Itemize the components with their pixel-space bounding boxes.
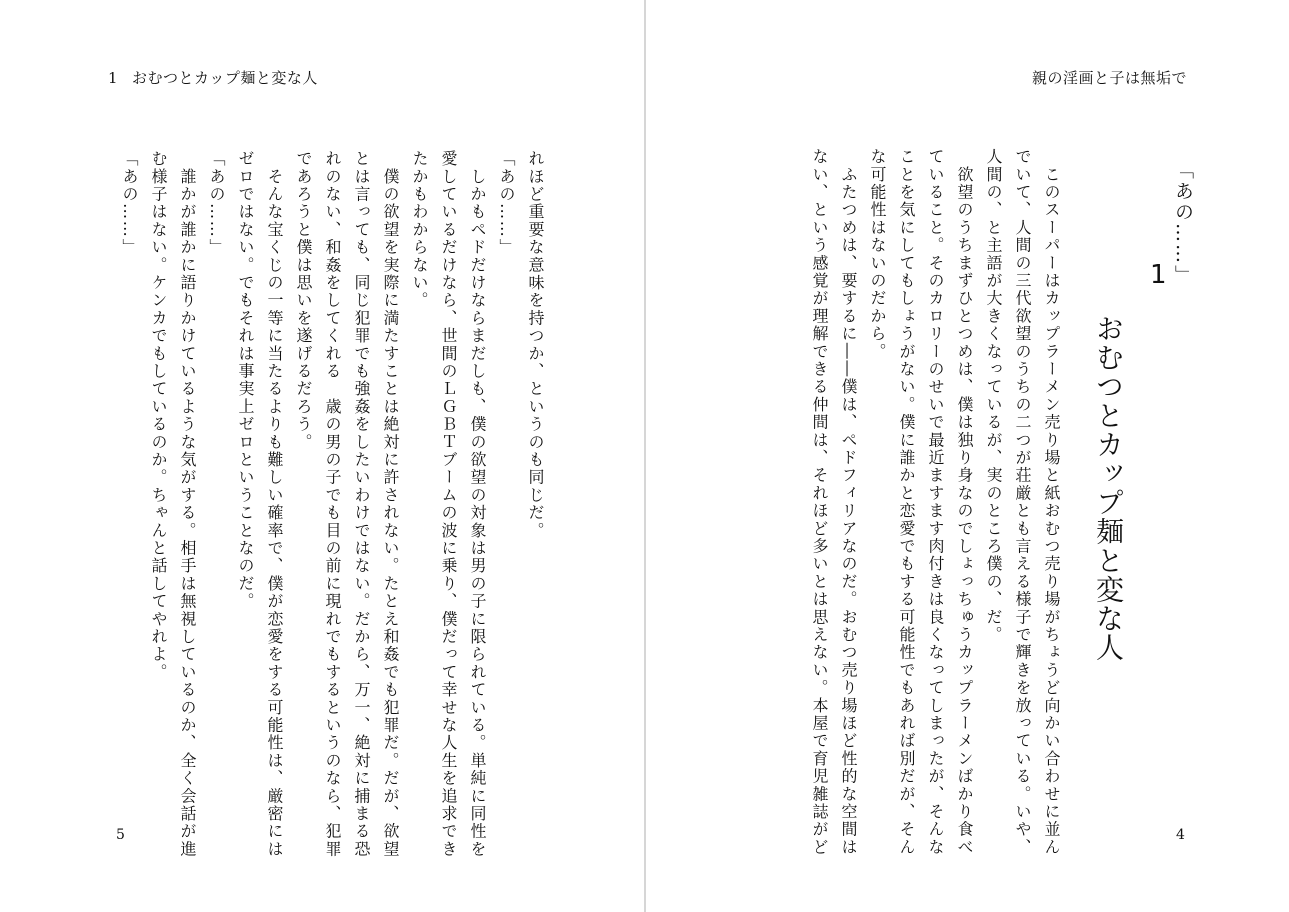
text-line: ふたつめは、要するに――僕は、ペドフィリアなのだ。おむつ売り場ほど性的な空間は — [839, 148, 858, 856]
running-head-left — [108, 68, 318, 88]
text-line: な可能性はないのだから。 — [868, 148, 887, 361]
text-line: 人間の、と主語が大きくなっているが、実のところ僕の、だ。 — [984, 148, 1003, 644]
left-body-text — [110, 150, 550, 858]
text-line: 誰かが誰かに語りかけているような気がする。相手は無視しているのか、全く会話が進 — [178, 150, 197, 858]
text-line: ことを気にしてもしょうがない。僕に誰かと恋愛でもする可能性でもあれば別だが、そん — [897, 148, 916, 856]
page-number-left: 5 — [116, 827, 125, 843]
text-line: そんな宝くじの一等に当たるよりも難しい確率で、僕が恋愛をする可能性は、厳密には — [265, 150, 284, 858]
running-head-right: 親の淫画と子は無垢で — [1032, 69, 1188, 87]
text-line: 「あの……」 — [120, 150, 139, 257]
running-head-chapter-number: 1 — [108, 69, 119, 87]
text-line: れほど重要な意味を持つか、というのも同じだ。 — [526, 150, 545, 540]
text-line: 愛しているだけなら、世間のＬＧＢＴブームの波に乗り、僕だって幸せな人生を追求でき — [439, 150, 458, 858]
text-line: む様子はない。ケンカでもしているのか。ちゃんと話してやれよ。 — [149, 150, 168, 681]
text-line: ゼロではない。でもそれは事実上ゼロということなのだ。 — [236, 150, 255, 611]
text-line: れのない、和姦をしてくれる 歳の男の子でも目の前に現れでもするというのなら、犯罪 — [323, 150, 342, 858]
text-line: であろうと僕は思いを遂げるだろう。 — [294, 150, 313, 451]
text-line: ない、という感覚が理解できる仲間は、それほど多いとは思えない。本屋で育児雑誌がど — [810, 148, 829, 856]
chapter-number: 1 — [1150, 260, 1167, 290]
text-line: とは言っても、同じ犯罪でも強姦をしたいわけではない。だから、万一、絶対に捕まる恐 — [352, 150, 371, 858]
text-line: でいて、人間の三代欲望のうちの二つが荘厳とも言える様子で輝きを放っている。いや、 — [1013, 148, 1032, 856]
chapter-heading — [1058, 160, 1218, 680]
text-line: このスーパーはカップラーメン売り場と紙おむつ売り場がちょうど向かい合わせに並ん — [1042, 148, 1061, 857]
text-line: しかもペドだけならまだしも、僕の欲望の対象は男の子に限られている。単純に同性を — [468, 150, 487, 858]
text-line: 「あの……」 — [497, 150, 516, 257]
left-page — [0, 0, 644, 912]
right-body-text — [780, 148, 1066, 857]
text-line: たかもわからない。 — [410, 150, 429, 310]
text-line: 欲望のうちまずひとつめは、僕は独り身なのでしょっちゅうカップラーメンばかり食べ — [955, 148, 974, 856]
text-line: ていること。そのカロリーのせいで最近ますます肉付きは良くなってしまったが、そんな — [926, 148, 945, 856]
chapter-title: おむつとカップ麺と変な人 — [1092, 314, 1125, 662]
right-page — [646, 0, 1289, 912]
page-number-right: 4 — [1176, 827, 1185, 843]
text-line: 「あの……」 — [207, 150, 226, 257]
chapter-opening-quote: 「あの……」 — [1172, 160, 1194, 286]
text-line: 僕の欲望を実際に満たすことは絶対に許されない。たとえ和姦でも犯罪だ。だが、欲望 — [381, 150, 400, 858]
running-head-chapter-title: おむつとカップ麺と変な人 — [132, 69, 318, 87]
